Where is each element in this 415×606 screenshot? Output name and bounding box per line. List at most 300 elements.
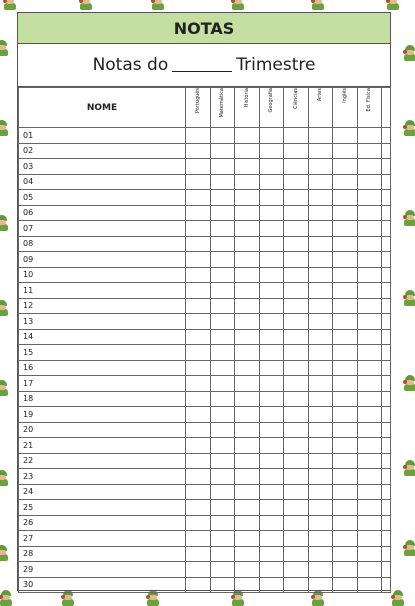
table-row (19, 531, 391, 547)
grade-cell[interactable] (210, 407, 235, 423)
grade-cell[interactable] (357, 345, 382, 361)
grade-cell[interactable] (186, 174, 211, 190)
grade-cell[interactable] (308, 577, 333, 593)
grade-cell[interactable] (186, 283, 211, 299)
table-row (19, 205, 391, 221)
grade-cell[interactable] (308, 469, 333, 485)
student-name-cell[interactable]: 11 (19, 283, 186, 299)
grade-cell[interactable] (186, 267, 211, 283)
grade-cell[interactable] (333, 314, 358, 330)
grade-cell[interactable] (259, 500, 284, 516)
table-row (19, 562, 391, 578)
grade-cell[interactable] (357, 128, 382, 144)
grade-cell[interactable] (357, 453, 382, 469)
grade-cell[interactable] (186, 128, 211, 144)
grade-cell[interactable] (235, 314, 260, 330)
grade-cell[interactable] (284, 515, 309, 531)
student-name-cell[interactable]: 03 (19, 159, 186, 175)
grade-cell[interactable] (210, 174, 235, 190)
grade-cell[interactable] (210, 314, 235, 330)
subject-header: Artes (308, 88, 333, 128)
grade-cell[interactable] (284, 422, 309, 438)
grade-cell[interactable] (284, 577, 309, 593)
grade-cell[interactable] (259, 376, 284, 392)
grade-cell[interactable] (284, 298, 309, 314)
grade-cell[interactable] (235, 252, 260, 268)
grade-cell[interactable] (284, 174, 309, 190)
grade-cell[interactable] (235, 283, 260, 299)
blank-cell (382, 577, 391, 593)
grade-cell[interactable] (284, 221, 309, 237)
grade-cell[interactable] (308, 128, 333, 144)
grade-cell[interactable] (308, 422, 333, 438)
grade-cell[interactable] (259, 236, 284, 252)
character-decoration-icon (390, 590, 406, 606)
grade-cell[interactable] (357, 577, 382, 593)
grade-cell[interactable] (235, 236, 260, 252)
grade-cell[interactable] (210, 128, 235, 144)
grade-cell[interactable] (284, 562, 309, 578)
student-name-cell[interactable]: 14 (19, 329, 186, 345)
grade-cell[interactable] (357, 143, 382, 159)
character-decoration-icon (0, 120, 10, 136)
grade-cell[interactable] (235, 500, 260, 516)
grade-cell[interactable] (357, 190, 382, 206)
grade-cell[interactable] (210, 143, 235, 159)
grade-cell[interactable] (186, 190, 211, 206)
grade-cell[interactable] (357, 500, 382, 516)
grade-cell[interactable] (259, 267, 284, 283)
grade-cell[interactable] (333, 515, 358, 531)
grade-cell[interactable] (259, 407, 284, 423)
grade-cell[interactable] (333, 407, 358, 423)
student-name-cell[interactable]: 15 (19, 345, 186, 361)
grade-cell[interactable] (210, 469, 235, 485)
grade-cell[interactable] (235, 469, 260, 485)
grade-cell[interactable] (308, 360, 333, 376)
grade-cell[interactable] (235, 562, 260, 578)
grade-cell[interactable] (186, 376, 211, 392)
grade-cell[interactable] (333, 546, 358, 562)
grade-cell[interactable] (235, 453, 260, 469)
grade-cell[interactable] (284, 159, 309, 175)
grade-cell[interactable] (235, 205, 260, 221)
student-name-cell[interactable]: 23 (19, 469, 186, 485)
grade-cell[interactable] (259, 314, 284, 330)
grade-cell[interactable] (235, 329, 260, 345)
grade-cell[interactable] (284, 267, 309, 283)
grade-cell[interactable] (259, 577, 284, 593)
subject-header: Português (186, 88, 211, 128)
grade-cell[interactable] (357, 376, 382, 392)
grade-cell[interactable] (235, 546, 260, 562)
blank-cell (382, 469, 391, 485)
grade-cell[interactable] (284, 531, 309, 547)
grade-cell[interactable] (308, 159, 333, 175)
student-name-cell[interactable]: 16 (19, 360, 186, 376)
grade-cell[interactable] (308, 453, 333, 469)
grade-cell[interactable] (259, 221, 284, 237)
grade-cell[interactable] (235, 128, 260, 144)
grade-cell[interactable] (357, 314, 382, 330)
grade-cell[interactable] (333, 531, 358, 547)
grade-cell[interactable] (186, 159, 211, 175)
grade-cell[interactable] (284, 190, 309, 206)
grade-cell[interactable] (333, 159, 358, 175)
grade-cell[interactable] (308, 190, 333, 206)
grade-cell[interactable] (210, 422, 235, 438)
student-name-cell[interactable]: 08 (19, 236, 186, 252)
grade-cell[interactable] (308, 500, 333, 516)
grade-cell[interactable] (357, 360, 382, 376)
grade-cell[interactable] (284, 143, 309, 159)
student-name-cell[interactable]: 18 (19, 391, 186, 407)
grade-cell[interactable] (186, 438, 211, 454)
student-name-cell[interactable]: 25 (19, 500, 186, 516)
grade-cell[interactable] (357, 469, 382, 485)
grade-cell[interactable] (357, 422, 382, 438)
student-name-cell[interactable]: 27 (19, 531, 186, 547)
grade-cell[interactable] (235, 438, 260, 454)
grade-cell[interactable] (308, 329, 333, 345)
grade-cell[interactable] (235, 190, 260, 206)
student-name-cell[interactable]: 30 (19, 577, 186, 593)
grade-cell[interactable] (235, 174, 260, 190)
grade-cell[interactable] (308, 298, 333, 314)
blank-cell (382, 438, 391, 454)
student-name-cell[interactable]: 02 (19, 143, 186, 159)
grade-cell[interactable] (333, 360, 358, 376)
grade-cell[interactable] (210, 391, 235, 407)
grade-cell[interactable] (259, 190, 284, 206)
grade-cell[interactable] (210, 298, 235, 314)
grade-cell[interactable] (357, 562, 382, 578)
grade-cell[interactable] (259, 345, 284, 361)
blank-cell (382, 221, 391, 237)
grade-cell[interactable] (333, 190, 358, 206)
grade-cell[interactable] (284, 252, 309, 268)
grade-cell[interactable] (333, 469, 358, 485)
grade-cell[interactable] (186, 360, 211, 376)
grade-cell[interactable] (284, 314, 309, 330)
term-blank-line[interactable] (172, 59, 232, 72)
grade-cell[interactable] (333, 283, 358, 299)
student-name-cell[interactable]: 07 (19, 221, 186, 237)
grade-cell[interactable] (235, 484, 260, 500)
grade-cell[interactable] (235, 298, 260, 314)
grade-cell[interactable] (284, 236, 309, 252)
grade-cell[interactable] (259, 546, 284, 562)
grade-cell[interactable] (210, 577, 235, 593)
grade-cell[interactable] (308, 221, 333, 237)
grade-cell[interactable] (186, 314, 211, 330)
student-name-cell[interactable]: 10 (19, 267, 186, 283)
student-name-cell[interactable]: 24 (19, 484, 186, 500)
character-decoration-icon (230, 0, 246, 10)
grade-cell[interactable] (259, 174, 284, 190)
grade-cell[interactable] (235, 360, 260, 376)
grade-cell[interactable] (259, 469, 284, 485)
grade-cell[interactable] (357, 205, 382, 221)
character-decoration-icon (78, 0, 94, 10)
grade-cell[interactable] (357, 267, 382, 283)
grade-cell[interactable] (308, 546, 333, 562)
grade-cell[interactable] (259, 159, 284, 175)
character-decoration-icon (402, 460, 415, 476)
grade-cell[interactable] (259, 128, 284, 144)
grade-cell[interactable] (259, 329, 284, 345)
grade-cell[interactable] (333, 236, 358, 252)
grade-cell[interactable] (235, 345, 260, 361)
grade-cell[interactable] (259, 143, 284, 159)
grade-cell[interactable] (186, 345, 211, 361)
grade-cell[interactable] (308, 484, 333, 500)
grade-cell[interactable] (186, 252, 211, 268)
grade-cell[interactable] (235, 267, 260, 283)
grade-cell[interactable] (308, 143, 333, 159)
grade-cell[interactable] (186, 515, 211, 531)
grade-cell[interactable] (235, 422, 260, 438)
grade-cell[interactable] (210, 221, 235, 237)
student-name-cell[interactable]: 21 (19, 438, 186, 454)
grade-cell[interactable] (284, 484, 309, 500)
grade-cell[interactable] (210, 283, 235, 299)
student-name-cell[interactable]: 09 (19, 252, 186, 268)
grade-cell[interactable] (210, 267, 235, 283)
grade-cell[interactable] (186, 221, 211, 237)
student-name-cell[interactable]: 04 (19, 174, 186, 190)
student-name-cell[interactable]: 28 (19, 546, 186, 562)
grade-cell[interactable] (357, 515, 382, 531)
grade-cell[interactable] (210, 531, 235, 547)
grade-cell[interactable] (186, 298, 211, 314)
grade-cell[interactable] (333, 453, 358, 469)
grade-cell[interactable] (259, 562, 284, 578)
grade-cell[interactable] (210, 345, 235, 361)
table-row (19, 500, 391, 516)
grade-cell[interactable] (259, 438, 284, 454)
grade-cell[interactable] (259, 391, 284, 407)
grade-cell[interactable] (357, 159, 382, 175)
grade-cell[interactable] (259, 298, 284, 314)
grade-cell[interactable] (284, 391, 309, 407)
grade-cell[interactable] (210, 453, 235, 469)
table-row (19, 546, 391, 562)
grade-cell[interactable] (333, 345, 358, 361)
grade-cell[interactable] (259, 283, 284, 299)
grade-cell[interactable] (210, 190, 235, 206)
grade-cell[interactable] (284, 546, 309, 562)
grade-cell[interactable] (259, 422, 284, 438)
grade-cell[interactable] (235, 143, 260, 159)
grade-cell[interactable] (284, 376, 309, 392)
grade-cell[interactable] (210, 329, 235, 345)
grade-cell[interactable] (333, 562, 358, 578)
grade-cell[interactable] (284, 469, 309, 485)
blank-cell (382, 531, 391, 547)
grade-cell[interactable] (284, 329, 309, 345)
grade-cell[interactable] (259, 252, 284, 268)
grade-cell[interactable] (357, 484, 382, 500)
table-row (19, 267, 391, 283)
grade-cell[interactable] (308, 314, 333, 330)
grade-cell[interactable] (308, 438, 333, 454)
student-name-cell[interactable]: 19 (19, 407, 186, 423)
grade-cell[interactable] (284, 500, 309, 516)
grade-cell[interactable] (259, 360, 284, 376)
grade-cell[interactable] (186, 422, 211, 438)
grade-cell[interactable] (308, 391, 333, 407)
blank-cell (382, 515, 391, 531)
table-row (19, 345, 391, 361)
grade-cell[interactable] (284, 453, 309, 469)
grade-cell[interactable] (284, 407, 309, 423)
grade-cell[interactable] (333, 376, 358, 392)
grade-cell[interactable] (259, 453, 284, 469)
grade-cell[interactable] (186, 407, 211, 423)
grade-cell[interactable] (186, 577, 211, 593)
grade-cell[interactable] (186, 391, 211, 407)
grade-cell[interactable] (186, 546, 211, 562)
grade-cell[interactable] (308, 236, 333, 252)
blank-cell (382, 546, 391, 562)
grade-cell[interactable] (333, 391, 358, 407)
character-decoration-icon (2, 0, 18, 10)
student-name-cell[interactable]: 17 (19, 376, 186, 392)
grades-sheet (17, 12, 391, 591)
grade-cell[interactable] (186, 469, 211, 485)
grade-cell[interactable] (210, 546, 235, 562)
grade-cell[interactable] (259, 205, 284, 221)
grade-cell[interactable] (333, 500, 358, 516)
student-name-cell[interactable]: 20 (19, 422, 186, 438)
grade-cell[interactable] (308, 562, 333, 578)
grade-cell[interactable] (333, 422, 358, 438)
student-name-cell[interactable]: 01 (19, 128, 186, 144)
grade-cell[interactable] (357, 546, 382, 562)
grade-cell[interactable] (210, 438, 235, 454)
grade-cell[interactable] (308, 205, 333, 221)
grade-cell[interactable] (333, 128, 358, 144)
grade-cell[interactable] (210, 515, 235, 531)
grade-cell[interactable] (210, 159, 235, 175)
character-decoration-icon (0, 590, 14, 606)
grade-cell[interactable] (308, 376, 333, 392)
grade-cell[interactable] (235, 515, 260, 531)
student-name-cell[interactable]: 06 (19, 205, 186, 221)
student-name-cell[interactable]: 26 (19, 515, 186, 531)
student-name-cell[interactable]: 12 (19, 298, 186, 314)
grade-cell[interactable] (357, 174, 382, 190)
grade-cell[interactable] (186, 143, 211, 159)
grade-cell[interactable] (333, 174, 358, 190)
student-name-cell[interactable]: 05 (19, 190, 186, 206)
student-name-cell[interactable]: 13 (19, 314, 186, 330)
grade-cell[interactable] (284, 128, 309, 144)
grade-cell[interactable] (210, 236, 235, 252)
grade-cell[interactable] (308, 174, 333, 190)
grade-cell[interactable] (308, 252, 333, 268)
grade-cell[interactable] (333, 298, 358, 314)
character-decoration-icon (0, 300, 10, 316)
grade-cell[interactable] (186, 205, 211, 221)
student-name-cell[interactable]: 29 (19, 562, 186, 578)
grade-cell[interactable] (284, 205, 309, 221)
grade-cell[interactable] (210, 500, 235, 516)
blank-cell (382, 562, 391, 578)
grade-cell[interactable] (357, 236, 382, 252)
subject-header: Matemática (210, 88, 235, 128)
character-decoration-icon (310, 0, 326, 10)
grade-cell[interactable] (308, 267, 333, 283)
grade-cell[interactable] (357, 252, 382, 268)
grade-cell[interactable] (235, 407, 260, 423)
grade-cell[interactable] (210, 484, 235, 500)
grade-cell[interactable] (284, 283, 309, 299)
grade-cell[interactable] (357, 329, 382, 345)
grade-cell[interactable] (235, 221, 260, 237)
grade-cell[interactable] (235, 531, 260, 547)
student-name-cell[interactable]: 22 (19, 453, 186, 469)
grade-cell[interactable] (235, 391, 260, 407)
grade-cell[interactable] (186, 531, 211, 547)
grade-cell[interactable] (186, 236, 211, 252)
grade-cell[interactable] (186, 500, 211, 516)
blank-cell (382, 345, 391, 361)
grade-cell[interactable] (308, 515, 333, 531)
grade-cell[interactable] (333, 577, 358, 593)
grade-cell[interactable] (235, 577, 260, 593)
grade-cell[interactable] (284, 360, 309, 376)
grade-cell[interactable] (357, 298, 382, 314)
grade-cell[interactable] (333, 484, 358, 500)
grade-cell[interactable] (333, 267, 358, 283)
grade-cell[interactable] (333, 438, 358, 454)
grade-cell[interactable] (186, 484, 211, 500)
grade-cell[interactable] (210, 252, 235, 268)
grade-cell[interactable] (186, 329, 211, 345)
grade-cell[interactable] (357, 407, 382, 423)
grade-cell[interactable] (357, 283, 382, 299)
grade-cell[interactable] (210, 562, 235, 578)
grade-cell[interactable] (284, 345, 309, 361)
grade-cell[interactable] (186, 562, 211, 578)
grade-cell[interactable] (284, 438, 309, 454)
grade-cell[interactable] (357, 438, 382, 454)
grade-cell[interactable] (235, 376, 260, 392)
grade-cell[interactable] (235, 159, 260, 175)
grade-cell[interactable] (333, 205, 358, 221)
grade-cell[interactable] (357, 391, 382, 407)
grade-cell[interactable] (210, 205, 235, 221)
grade-cell[interactable] (259, 531, 284, 547)
grade-cell[interactable] (333, 143, 358, 159)
grade-cell[interactable] (308, 407, 333, 423)
grade-cell[interactable] (333, 252, 358, 268)
grade-cell[interactable] (259, 515, 284, 531)
grade-cell[interactable] (308, 345, 333, 361)
grade-cell[interactable] (308, 531, 333, 547)
grade-cell[interactable] (210, 376, 235, 392)
grade-cell[interactable] (333, 329, 358, 345)
grade-cell[interactable] (259, 484, 284, 500)
grade-cell[interactable] (333, 221, 358, 237)
grade-cell[interactable] (186, 453, 211, 469)
grade-cell[interactable] (210, 360, 235, 376)
grade-cell[interactable] (357, 221, 382, 237)
grade-cell[interactable] (357, 531, 382, 547)
grade-cell[interactable] (308, 283, 333, 299)
